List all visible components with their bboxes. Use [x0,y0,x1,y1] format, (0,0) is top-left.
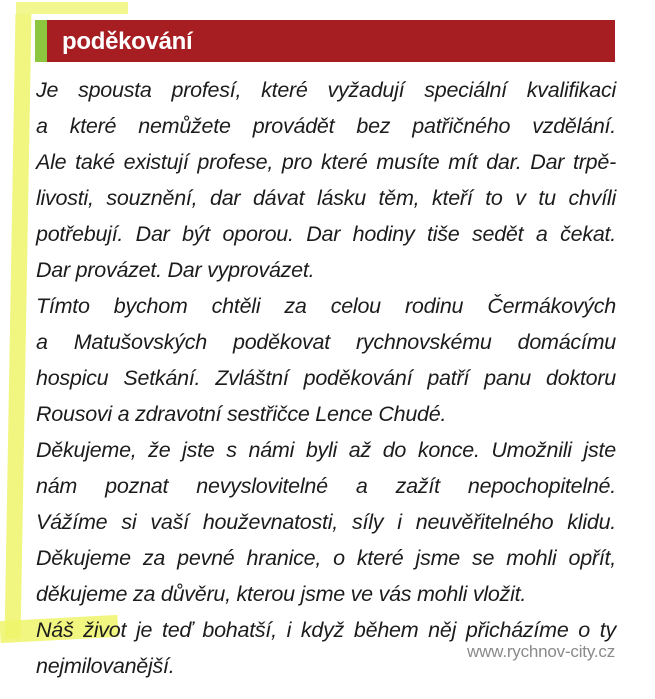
footer-url: www.rychnov-city.cz [467,642,615,661]
body-line: potřebují. Dar být oporou. Dar hodiny tiše sedět a čekat. [36,222,616,246]
highlighter-mark-left [5,14,32,639]
body-line: Je spousta profesí, které vyžadují speciální kvalifikaci [36,78,616,102]
section-accent-bar [35,20,47,62]
body-line: a které nemůžete provádět bez patřičného vzdělání. [36,114,616,138]
article-body [36,72,616,684]
body-line: Vážíme si vaší houževnatosti, síly i neuvěřitelného klidu. [36,510,616,534]
section-title: poděkování [62,28,193,55]
body-line: Dar provázet. Dar vyprovázet. [36,258,315,282]
body-line: Děkujeme za pevné hranice, o které jsme se mohli opřít, [36,546,616,570]
body-line: Tímto bychom chtěli za celou rodinu Čermákových [36,294,616,318]
body-line: nám poznat nevyslovitelné a zažít nepochopitelné. [36,474,616,498]
highlighter-mark-top [16,2,128,14]
body-line: Děkujeme, že jste s námi byli až do konce. Umožnili jste [36,438,616,462]
body-line: Rousovi a zdravotní sestřičce Lence Chudé. [36,402,447,426]
body-line: livosti, souznění, dar dávat lásku těm, kteří to v tu chvíli [36,186,616,210]
body-line: a Matušovských poděkovat rychnovskému domácímu [36,330,616,354]
body-line: nejmilovanější. [36,654,175,678]
body-line: Ale také existují profese, pro které musíte mít dar. Dar trpě- [36,150,616,174]
body-line: Náš život je teď bohatší, i když během něj přicházíme o ty [36,618,616,642]
body-line: hospicu Setkání. Zvláštní poděkování patří panu doktoru [36,366,616,390]
body-line: děkujeme za důvěru, kterou jsme ve vás mohli vložit. [36,582,527,606]
